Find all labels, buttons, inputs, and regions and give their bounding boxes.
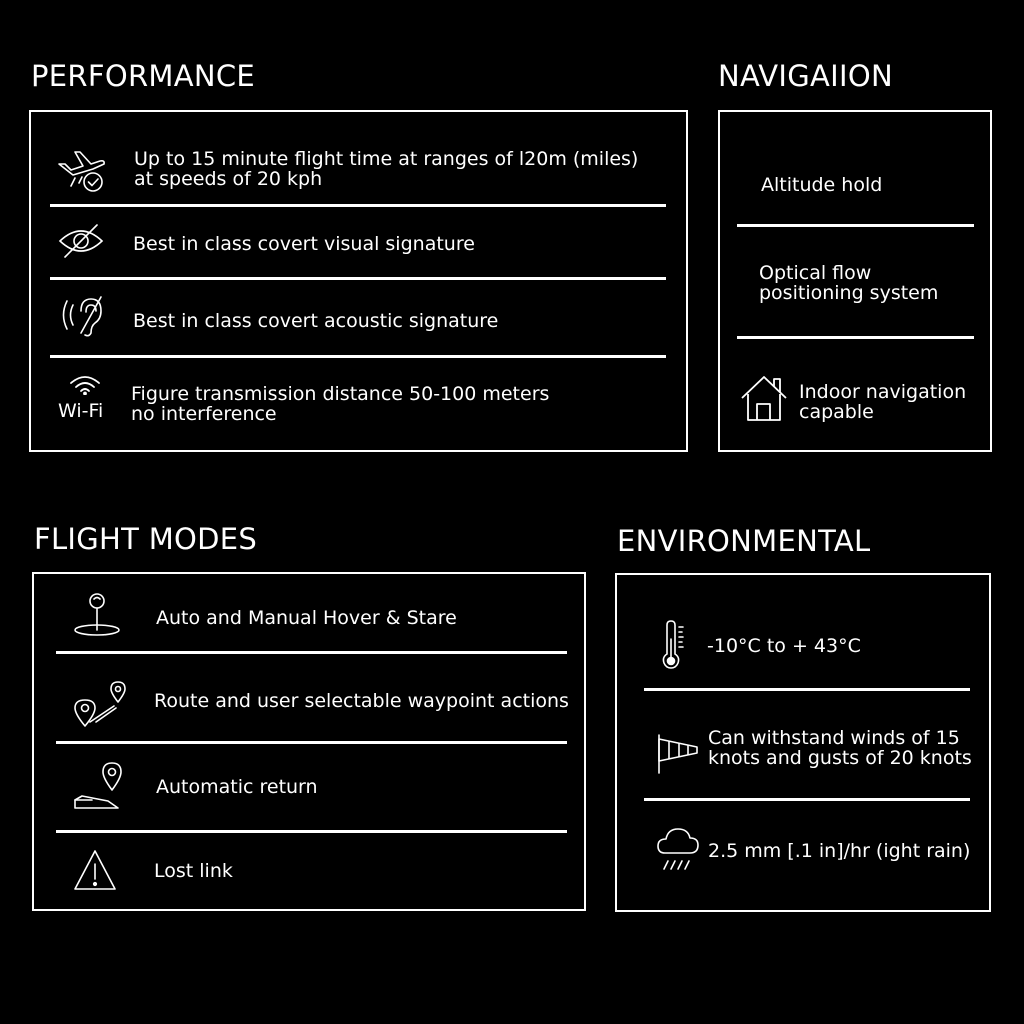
navigation-panel	[718, 110, 992, 452]
performance-item-flight-time: Up to 15 minute flight time at ranges of l20m (miles) at speeds of 20 kph	[134, 148, 639, 190]
hover-pin-icon	[72, 590, 126, 640]
navigation-title: NAVIGAIION	[718, 59, 894, 93]
return-pin-icon	[72, 758, 126, 812]
plane-check-icon	[55, 144, 107, 194]
wifi-label: Wi-Fi	[58, 400, 104, 422]
performance-divider-3	[50, 355, 666, 358]
performance-item-visual: Best in class covert visual signature	[133, 233, 475, 255]
route-pins-icon	[72, 678, 128, 730]
environmental-temperature: -10°C to + 43°C	[707, 635, 861, 657]
flight-modes-divider-3	[56, 830, 567, 833]
flight-modes-panel	[32, 572, 586, 911]
wifi-icon	[69, 375, 101, 395]
environmental-divider-1	[644, 688, 970, 691]
performance-divider-2	[50, 277, 666, 280]
flight-mode-lost-link: Lost link	[154, 860, 233, 882]
performance-panel	[29, 110, 688, 452]
windsock-icon	[655, 733, 701, 775]
performance-title: PERFORMANCE	[31, 59, 256, 93]
navigation-item-altitude: Altitude hold	[761, 174, 883, 196]
environmental-divider-2	[644, 798, 970, 801]
ear-slash-icon	[59, 295, 107, 339]
thermometer-icon	[661, 619, 687, 671]
flight-mode-hover: Auto and Manual Hover & Stare	[156, 607, 457, 629]
house-icon	[740, 374, 788, 422]
environmental-title: ENVIRONMENTAL	[617, 524, 871, 558]
navigation-item-indoor: Indoor navigation capable	[799, 381, 967, 423]
performance-divider-1	[50, 204, 666, 207]
performance-item-acoustic: Best in class covert acoustic signature	[133, 310, 499, 332]
flight-mode-return: Automatic return	[156, 776, 318, 798]
performance-item-transmission: Figure transmission distance 50-100 meters no interference	[131, 383, 550, 425]
navigation-item-optical-flow: Optical flow positioning system	[759, 262, 939, 304]
rain-cloud-icon	[655, 825, 701, 871]
environmental-panel	[615, 573, 991, 912]
flight-mode-route: Route and user selectable waypoint actions	[154, 690, 569, 712]
environmental-wind: Can withstand winds of 15 knots and gusts of 20 knots	[708, 727, 972, 769]
flight-modes-divider-1	[56, 651, 567, 654]
warning-triangle-icon	[72, 848, 118, 892]
eye-slash-icon	[57, 223, 105, 259]
flight-modes-divider-2	[56, 741, 567, 744]
flight-modes-title: FLIGHT MODES	[34, 522, 258, 556]
navigation-divider-2	[737, 336, 974, 339]
environmental-rain: 2.5 mm [.1 in]/hr (ight rain)	[708, 840, 971, 862]
navigation-divider-1	[737, 224, 974, 227]
